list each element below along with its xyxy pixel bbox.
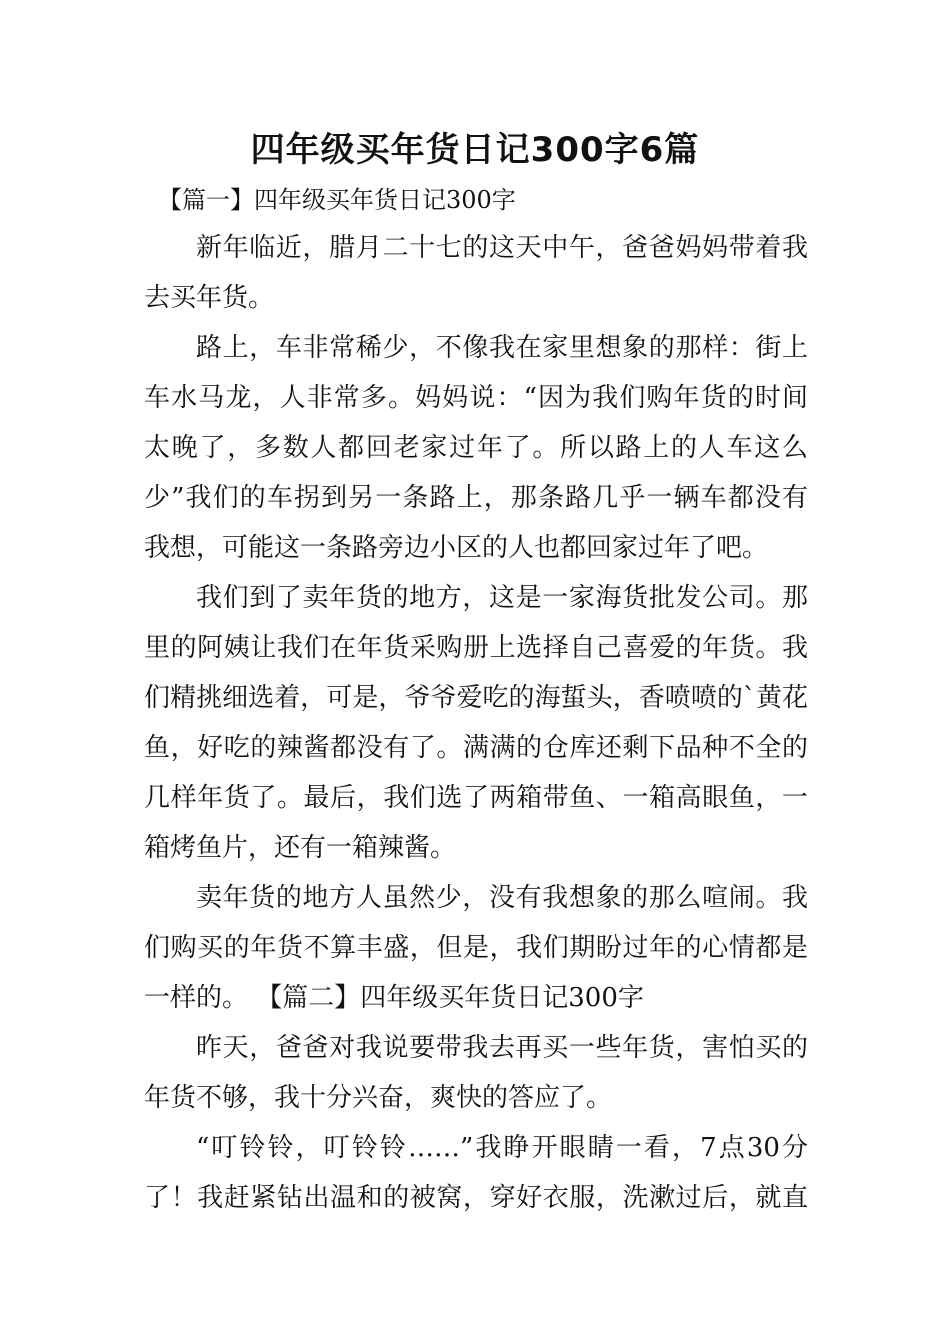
text-line: 年货不够，我十分兴奋，爽快的答应了。 (144, 1083, 613, 1113)
text-line: 鱼，好吃的辣酱都没有了。满满的仓库还剩下品种不全的 (144, 733, 808, 763)
text-line: “叮铃铃，叮铃铃……”我睁开眼睛一看，7点30分 (196, 1133, 808, 1163)
text-line: 了！我赶紧钻出温和的被窝，穿好衣服，洗漱过后，就直 (144, 1183, 808, 1213)
text-line: 里的阿姨让我们在年货采购册上选择自己喜爱的年货。我 (144, 633, 808, 663)
text-line: 们购买的年货不算丰盛，但是，我们期盼过年的心情都是 (144, 933, 808, 963)
text-line: 路上，车非常稀少，不像我在家里想象的那样：街上 (196, 333, 808, 363)
text-line: 一样的。 【篇二】四年级买年货日记300字 (144, 983, 644, 1013)
text-line: 几样年货了。最后，我们选了两箱带鱼、一箱高眼鱼，一 (144, 783, 808, 813)
text-line: 新年临近，腊月二十七的这天中午，爸爸妈妈带着我 (196, 233, 808, 263)
text-line: 车水马龙，人非常多。妈妈说：“因为我们购年货的时间 (144, 383, 808, 413)
text-line: 去买年货。 (144, 283, 275, 313)
section-heading-1: 【篇一】四年级买年货日记300字 (158, 186, 516, 214)
text-line: 我想，可能这一条路旁边小区的人也都回家过年了吧。 (144, 533, 769, 563)
text-line: 太晚了，多数人都回老家过年了。所以路上的人车这么 (144, 433, 808, 463)
text-line: 我们到了卖年货的地方，这是一家海货批发公司。那 (196, 583, 808, 613)
text-line: 们精挑细选着，可是，爷爷爱吃的海蜇头，香喷喷的`黄花 (144, 683, 808, 713)
document-title: 四年级买年货日记300字6篇 (250, 130, 700, 170)
text-line: 箱烤鱼片，还有一箱辣酱。 (144, 833, 457, 863)
text-line: 少”我们的车拐到另一条路上，那条路几乎一辆车都没有 (144, 483, 808, 513)
text-line: 昨天，爸爸对我说要带我去再买一些年货，害怕买的 (196, 1033, 808, 1063)
text-line: 卖年货的地方人虽然少，没有我想象的那么喧闹。我 (196, 883, 808, 913)
